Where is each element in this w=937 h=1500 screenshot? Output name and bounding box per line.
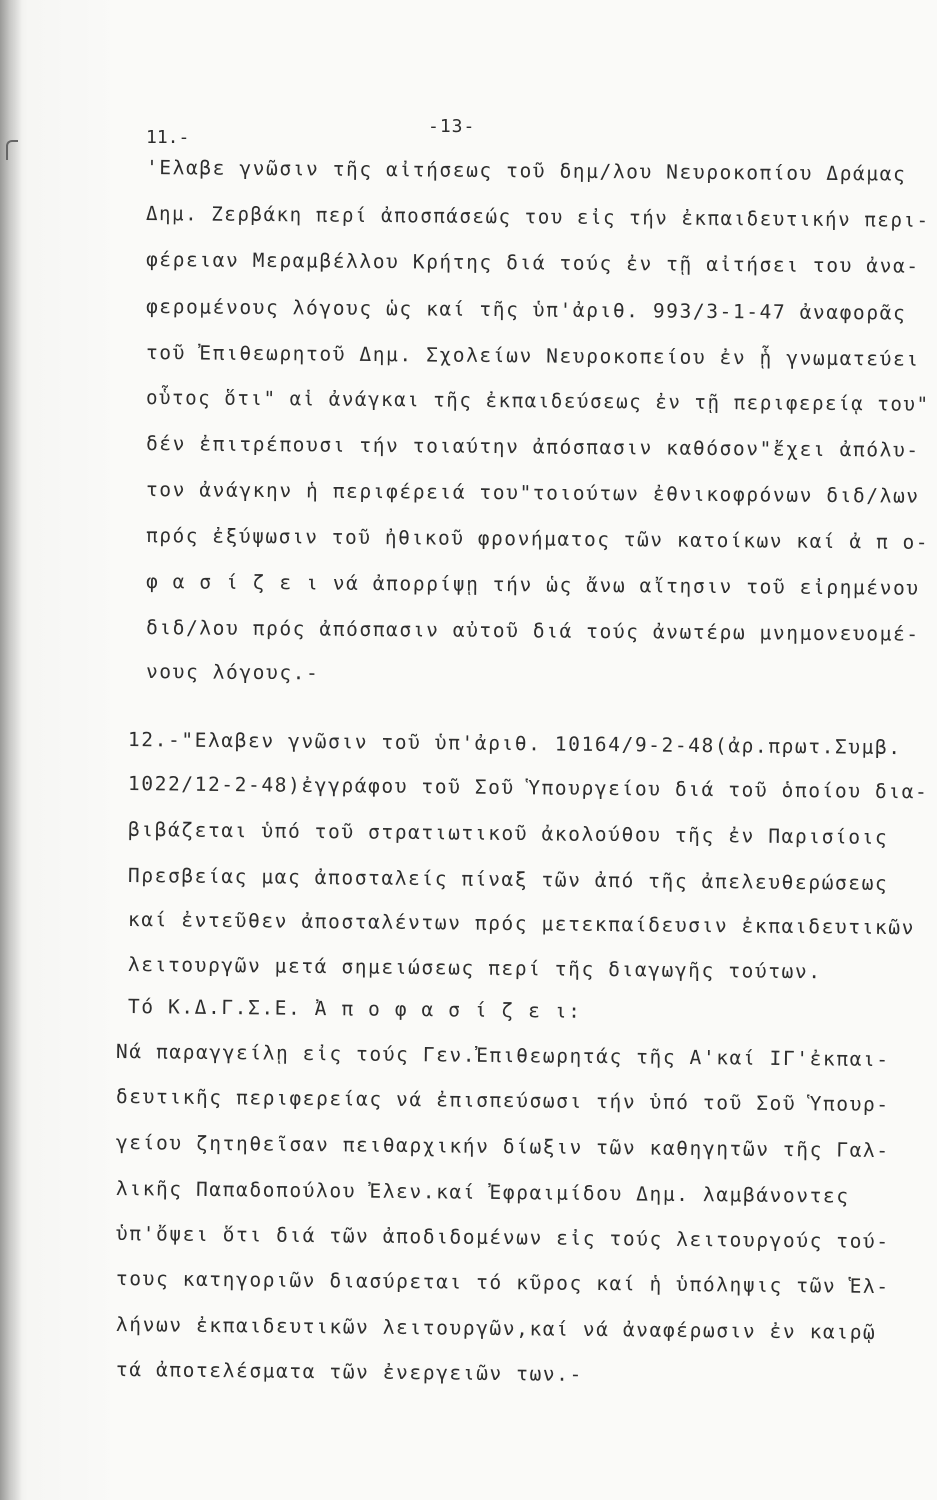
text-line: 'Ελαβε γνῶσιν τῆς αἰτήσεως τοῦ δημ/λου Νευροκοπίου Δράμας <box>145 156 907 186</box>
text-line: οὗτος ὅτι" αἱ ἀνάγκαι τῆς ἐκπαιδεύσεως ἐν τῇ περιφερείᾳ του" <box>145 386 930 416</box>
text-line: βιβάζεται ὑπό τοῦ στρατιωτικοῦ ἀκολούθου τῆς ἐν Παρισίοις <box>127 818 889 849</box>
text-line: ὑπ'ὄψει ὅτι διά τῶν ἀποδιδομένων εἰς τούς λειτουργούς τού- <box>115 1222 890 1254</box>
binding-mark <box>6 140 18 160</box>
text-line: δευτικῆς περιφερείας νά ἐπισπεύσωσι τήν ὑπό τοῦ Σοῦ Ὑπουρ- <box>115 1085 890 1117</box>
item-11-number: 11.- <box>146 127 190 148</box>
text-line: καί ἐντεῦθεν ἀποσταλέντων πρός μετεκπαίδευσιν ἐκπαιδευτικῶν <box>127 908 916 940</box>
text-line: διδ/λου πρός ἀπόσπασιν αὐτοῦ διά τούς ἀνωτέρω μνημονευομέ- <box>145 616 920 646</box>
text-line: τά ἀποτελέσματα τῶν ἐνεργειῶν των.- <box>115 1358 584 1386</box>
text-line: φερομένους λόγους ὡς καί τῆς ὑπ'ἀριθ. 993/3-1-47 ἀναφορᾶς <box>145 295 907 325</box>
text-line: 12.-"Ελαβεν γνῶσιν τοῦ ὑπ'ἀριθ. 10164/9-2-48(ἀρ.πρωτ.Συμβ. <box>127 728 902 760</box>
text-line: φέρειαν Μεραμβέλλου Κρήτης διά τούς ἐν τῇ αἰτήσει του ἀνα- <box>145 248 920 278</box>
text-line: γείου ζητηθεῖσαν πειθαρχικήν δίωξιν τῶν καθηγητῶν τῆς Γαλ- <box>115 1131 890 1163</box>
text-line: νους λόγους.- <box>145 660 320 685</box>
text-line: τους κατηγοριῶν διασύρεται τό κῦρος καί ἡ ὑπόληψις τῶν Ἑλ- <box>115 1267 890 1299</box>
page-number: -13- <box>428 116 476 137</box>
text-line: τον ἀνάγκην ἡ περιφέρειά του"τοιούτων ἐθνικοφρόνων διδ/λων <box>145 478 920 508</box>
text-line: πρός ἐξύψωσιν τοῦ ἠθικοῦ φρονήματος τῶν κατοίκων καί ἀ π ο- <box>145 524 930 554</box>
text-line: Τό Κ.Δ.Γ.Σ.Ε. Ἀ π ο φ α σ ί ζ ε ι: <box>127 995 582 1023</box>
text-line: λικῆς Παπαδοπούλου Ἐλεν.καί Ἐφραιμίδου Δημ. λαμβάνοντες <box>115 1177 850 1208</box>
text-line: 1022/12-2-48)ἐγγράφου τοῦ Σοῦ Ὑπουργείου διά τοῦ ὁποίου δια- <box>127 772 929 804</box>
text-line: λήνων ἐκπαιδευτικῶν λειτουργῶν,καί νά ἀναφέρωσιν ἐν καιρῷ <box>115 1313 877 1344</box>
text-line: Πρεσβείας μας ἀποσταλείς πίναξ τῶν ἀπό τῆς ἀπελευθερώσεως <box>127 864 889 895</box>
text-line: Νά παραγγείλῃ εἰς τούς Γεν.Ἐπιθεωρητάς τῆς Α'καί ΙΓ'ἐκπαι- <box>115 1040 890 1072</box>
text-line: φ α σ ί ζ ε ι νά ἀπορρίψῃ τήν ὡς ἄνω αἴτησιν τοῦ εἰρημένου <box>145 570 920 600</box>
text-line: δέν ἐπιτρέπουσι τήν τοιαύτην ἀπόσπασιν καθόσον"ἔχει ἀπόλυ- <box>145 432 920 462</box>
text-line: λειτουργῶν μετά σημειώσεως περί τῆς διαγωγῆς τούτων. <box>127 953 822 984</box>
text-line: τοῦ Ἐπιθεωρητοῦ Δημ. Σχολείων Νευροκοπείου ἐν ᾗ γνωματεύει <box>145 341 920 371</box>
page-edge-shadow <box>0 0 22 1500</box>
text-line: Δημ. Ζερβάκη περί ἀποσπάσεώς του εἰς τήν ἐκπαιδευτικήν περι- <box>145 202 930 232</box>
